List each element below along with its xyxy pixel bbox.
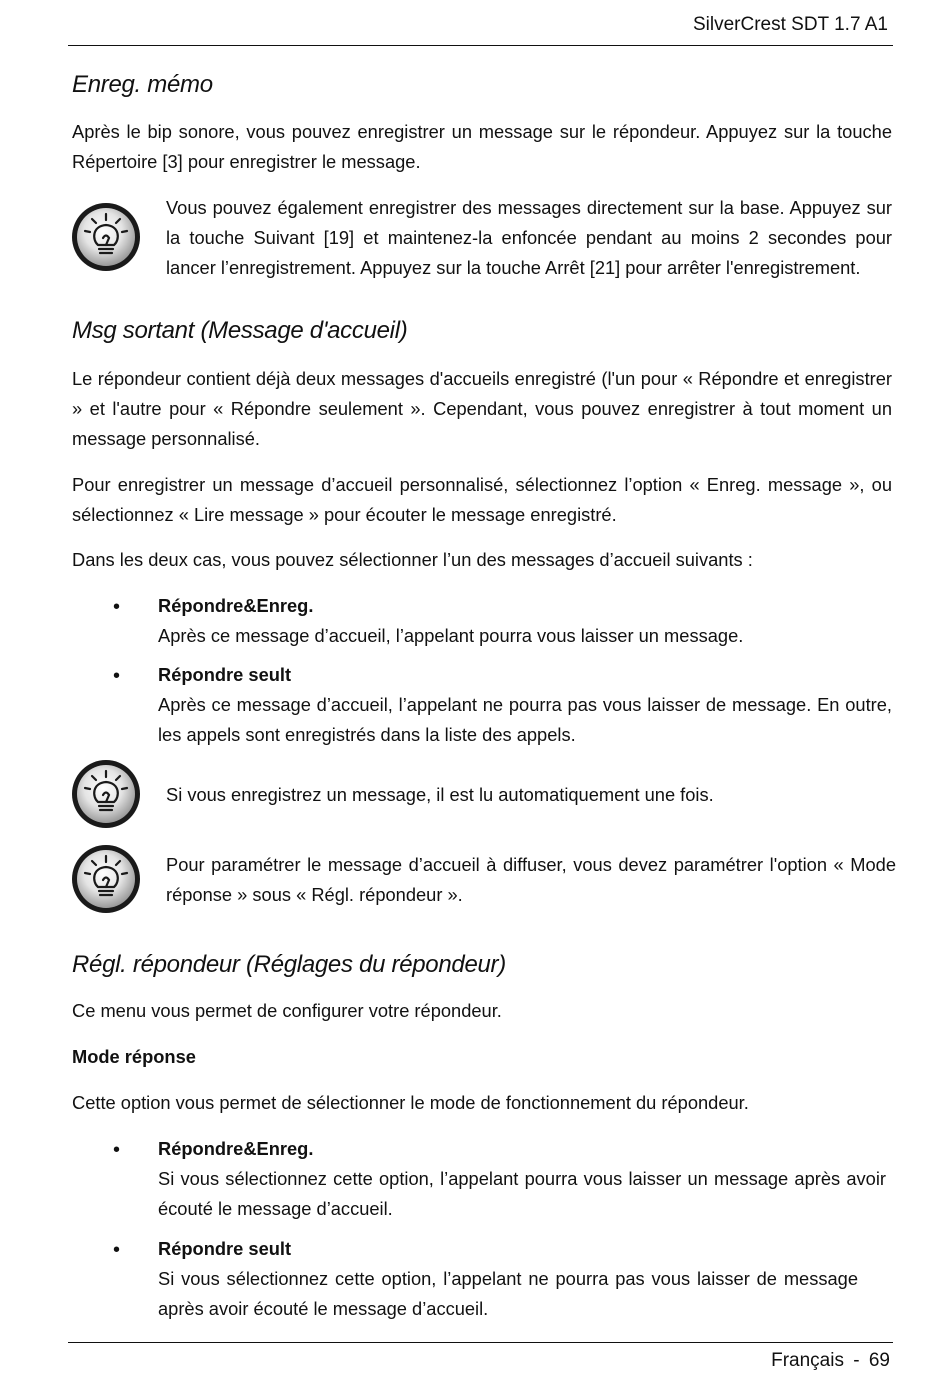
- bullet-text: Après ce message d’accueil, l’appelant pourra vous laisser un message.: [158, 625, 744, 646]
- bullet-marker: •: [113, 1239, 121, 1261]
- tip-text: Pour paramétrer le message d’accueil à diffuser, vous devez paramétrer l'option « Mode réponse » sous « Régl. répondeur ».: [166, 854, 896, 905]
- bullet-marker: •: [113, 1139, 121, 1161]
- bullet-title: Répondre&Enreg.: [158, 1138, 314, 1159]
- lightbulb-tip-icon: [70, 201, 142, 273]
- bullet-text: Si vous sélectionnez cette option, l’appelant ne pourra pas vous laisser de message après avoir écouté le message d’accueil.: [158, 1268, 858, 1319]
- bullet-title: Répondre seult: [158, 664, 292, 685]
- bullet-text: Après ce message d’accueil, l’appelant ne pourra pas vous laisser de message. En outre, les appels sont enregistrés dans la liste des appels.: [158, 694, 892, 745]
- header-product: SilverCrest SDT 1.7 A1: [692, 14, 888, 35]
- section-title-enreg-memo: Enreg. mémo: [72, 71, 213, 98]
- bullet-text: Si vous sélectionnez cette option, l’appelant pourra vous laisser un message après avoir écouté le message d’accueil.: [158, 1168, 886, 1219]
- footer-language: Français: [771, 1350, 844, 1371]
- paragraph: Après le bip sonore, vous pouvez enregistrer un message sur le répondeur. Appuyez sur la touche Répertoire [3] pour enregistrer le message.: [72, 121, 892, 172]
- bullet-title: Répondre&Enreg.: [158, 595, 314, 616]
- subheading-mode-reponse: Mode réponse: [72, 1046, 196, 1067]
- bullet-marker: •: [113, 665, 121, 687]
- tip-text: Vous pouvez également enregistrer des messages directement sur la base. Appuyez sur la touche Suivant [19] et maintenez-la enfoncée pendant au moins 2 secondes pour lancer l’enregistrement. Appuyez sur la touche Arrêt [21] pour arrêter l'enregistrement.: [166, 197, 892, 278]
- lightbulb-tip-icon: [70, 758, 142, 830]
- footer-rule: [68, 1342, 893, 1343]
- paragraph: Ce menu vous permet de configurer votre répondeur.: [72, 1000, 502, 1021]
- paragraph: Dans les deux cas, vous pouvez sélectionner l’un des messages d’accueil suivants :: [72, 549, 753, 570]
- header-rule: [68, 45, 893, 46]
- footer-page-number: 69: [868, 1350, 890, 1371]
- tip-text: Si vous enregistrez un message, il est lu automatiquement une fois.: [166, 784, 714, 805]
- lightbulb-tip-icon: [70, 843, 142, 915]
- paragraph: Le répondeur contient déjà deux messages d'accueils enregistré (l'un pour « Répondre et enregistrer » et l'autre pour « Répondre seulement ». Cependant, vous pouvez enregistrer à tout moment un message personnalisé.: [72, 368, 892, 449]
- footer-page-info: [771, 1346, 890, 1376]
- bullet-title: Répondre seult: [158, 1238, 292, 1259]
- footer-separator: -: [853, 1350, 860, 1371]
- bullet-marker: •: [113, 596, 121, 618]
- paragraph: Pour enregistrer un message d’accueil personnalisé, sélectionnez l’option « Enreg. message », ou sélectionnez « Lire message » pour écouter le message enregistré.: [72, 474, 892, 525]
- section-title-msg-sortant: Msg sortant (Message d'accueil): [72, 317, 408, 344]
- paragraph: Cette option vous permet de sélectionner le mode de fonctionnement du répondeur.: [72, 1092, 749, 1113]
- section-title-regl-repondeur: Régl. répondeur (Réglages du répondeur): [72, 951, 506, 978]
